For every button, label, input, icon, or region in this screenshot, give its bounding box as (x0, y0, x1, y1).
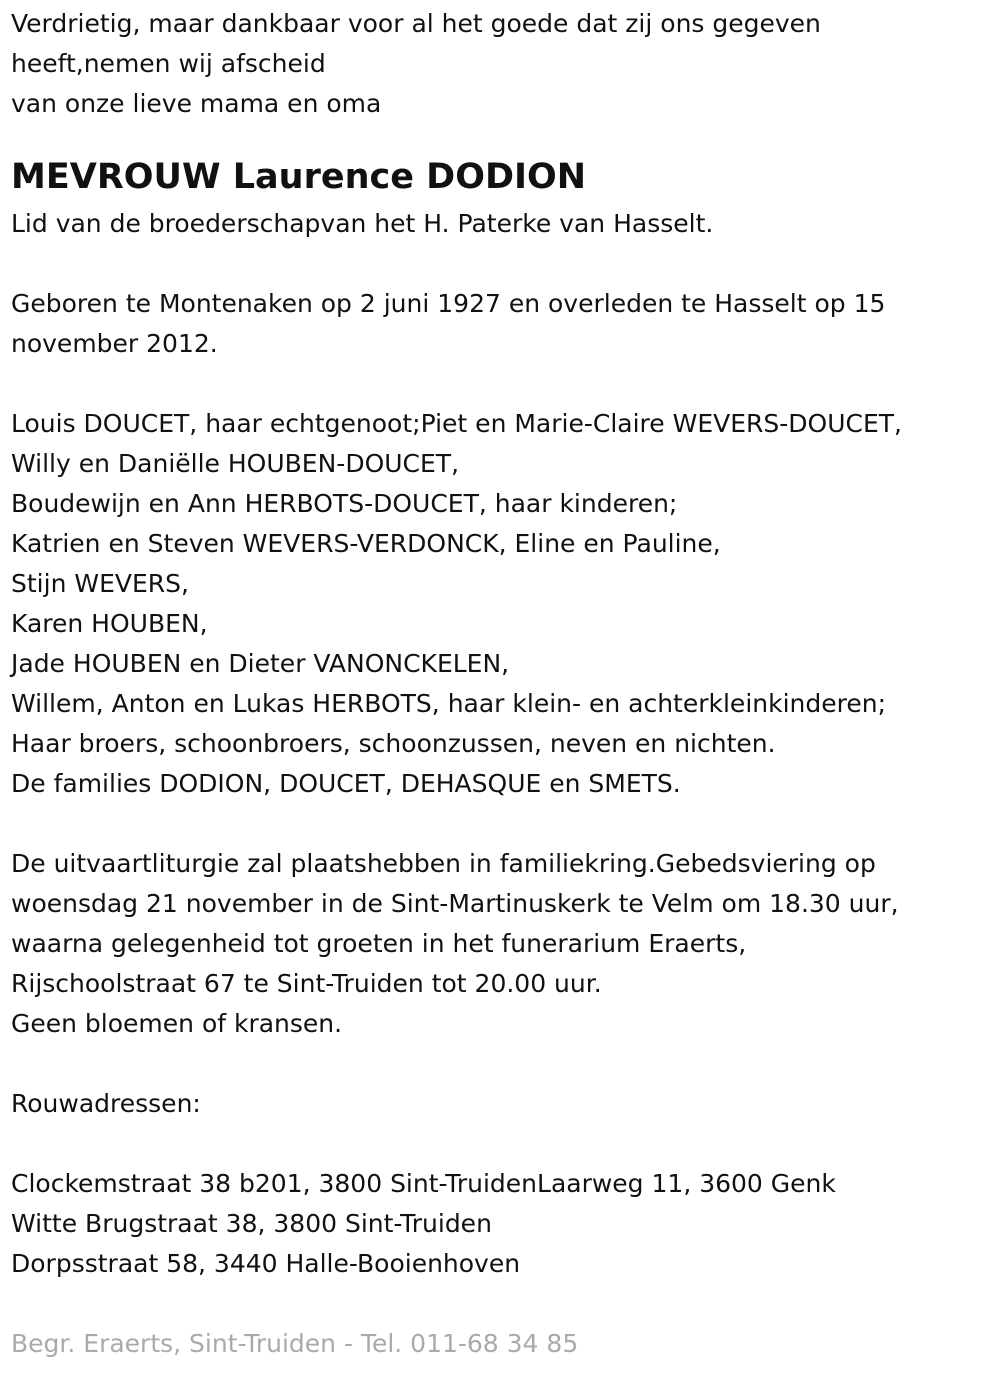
spacer (11, 1044, 991, 1084)
address-line: Witte Brugstraat 38, 3800 Sint-Truiden (11, 1209, 492, 1238)
birth-death-line: november 2012. (11, 329, 218, 358)
funeral-home-footer: Begr. Eraerts, Sint-Truiden - Tel. 011-68 34 85 (11, 1329, 579, 1358)
spacer (11, 804, 991, 844)
spacer (11, 1284, 991, 1324)
intro-line: heeft,nemen wij afscheid (11, 49, 326, 78)
spacer (11, 364, 991, 404)
family-line: Katrien en Steven WEVERS-VERDONCK, Eline en Pauline, (11, 529, 721, 558)
intro-text (11, 4, 991, 124)
family-line: Willem, Anton en Lukas HERBOTS, haar klein- en achterkleinkinderen; (11, 689, 886, 718)
family-line: Stijn WEVERS, (11, 569, 189, 598)
family-line: De families DODION, DOUCET, DEHASQUE en SMETS. (11, 769, 681, 798)
funeral-info (11, 844, 991, 1044)
birth-death-line: Geboren te Montenaken op 2 juni 1927 en overleden te Hasselt op 15 (11, 289, 886, 318)
addresses-label: Rouwadressen: (11, 1089, 201, 1118)
deceased-name: MEVROUW Laurence DODION (11, 157, 587, 197)
funeral-line: Geen bloemen of kransen. (11, 1009, 343, 1038)
spacer (11, 1124, 991, 1164)
family-line: Willy en Daniëlle HOUBEN-DOUCET, (11, 449, 460, 478)
family-list (11, 404, 991, 804)
birth-death-text (11, 284, 991, 364)
intro-line: Verdrietig, maar dankbaar voor al het goede dat zij ons gegeven (11, 9, 821, 38)
addresses-list (11, 1164, 991, 1284)
spacer (11, 244, 991, 284)
family-line: Louis DOUCET, haar echtgenoot;Piet en Marie-Claire WEVERS-DOUCET, (11, 409, 902, 438)
address-line: Dorpsstraat 58, 3440 Halle-Booienhoven (11, 1249, 521, 1278)
family-line: Jade HOUBEN en Dieter VANONCKELEN, (11, 649, 510, 678)
intro-line: van onze lieve mama en oma (11, 89, 382, 118)
funeral-line: Rijschoolstraat 67 te Sint-Truiden tot 20.00 uur. (11, 969, 602, 998)
membership-text: Lid van de broederschapvan het H. Paterke van Hasselt. (11, 209, 714, 238)
family-line: Boudewijn en Ann HERBOTS-DOUCET, haar kinderen; (11, 489, 678, 518)
funeral-line: woensdag 21 november in de Sint-Martinuskerk te Velm om 18.30 uur, (11, 889, 899, 918)
family-line: Haar broers, schoonbroers, schoonzussen, neven en nichten. (11, 729, 776, 758)
address-line: Clockemstraat 38 b201, 3800 Sint-TruidenLaarweg 11, 3600 Genk (11, 1169, 836, 1198)
family-line: Karen HOUBEN, (11, 609, 208, 638)
funeral-line: De uitvaartliturgie zal plaatshebben in familiekring.Gebedsviering op (11, 849, 876, 878)
funeral-line: waarna gelegenheid tot groeten in het funerarium Eraerts, (11, 929, 747, 958)
